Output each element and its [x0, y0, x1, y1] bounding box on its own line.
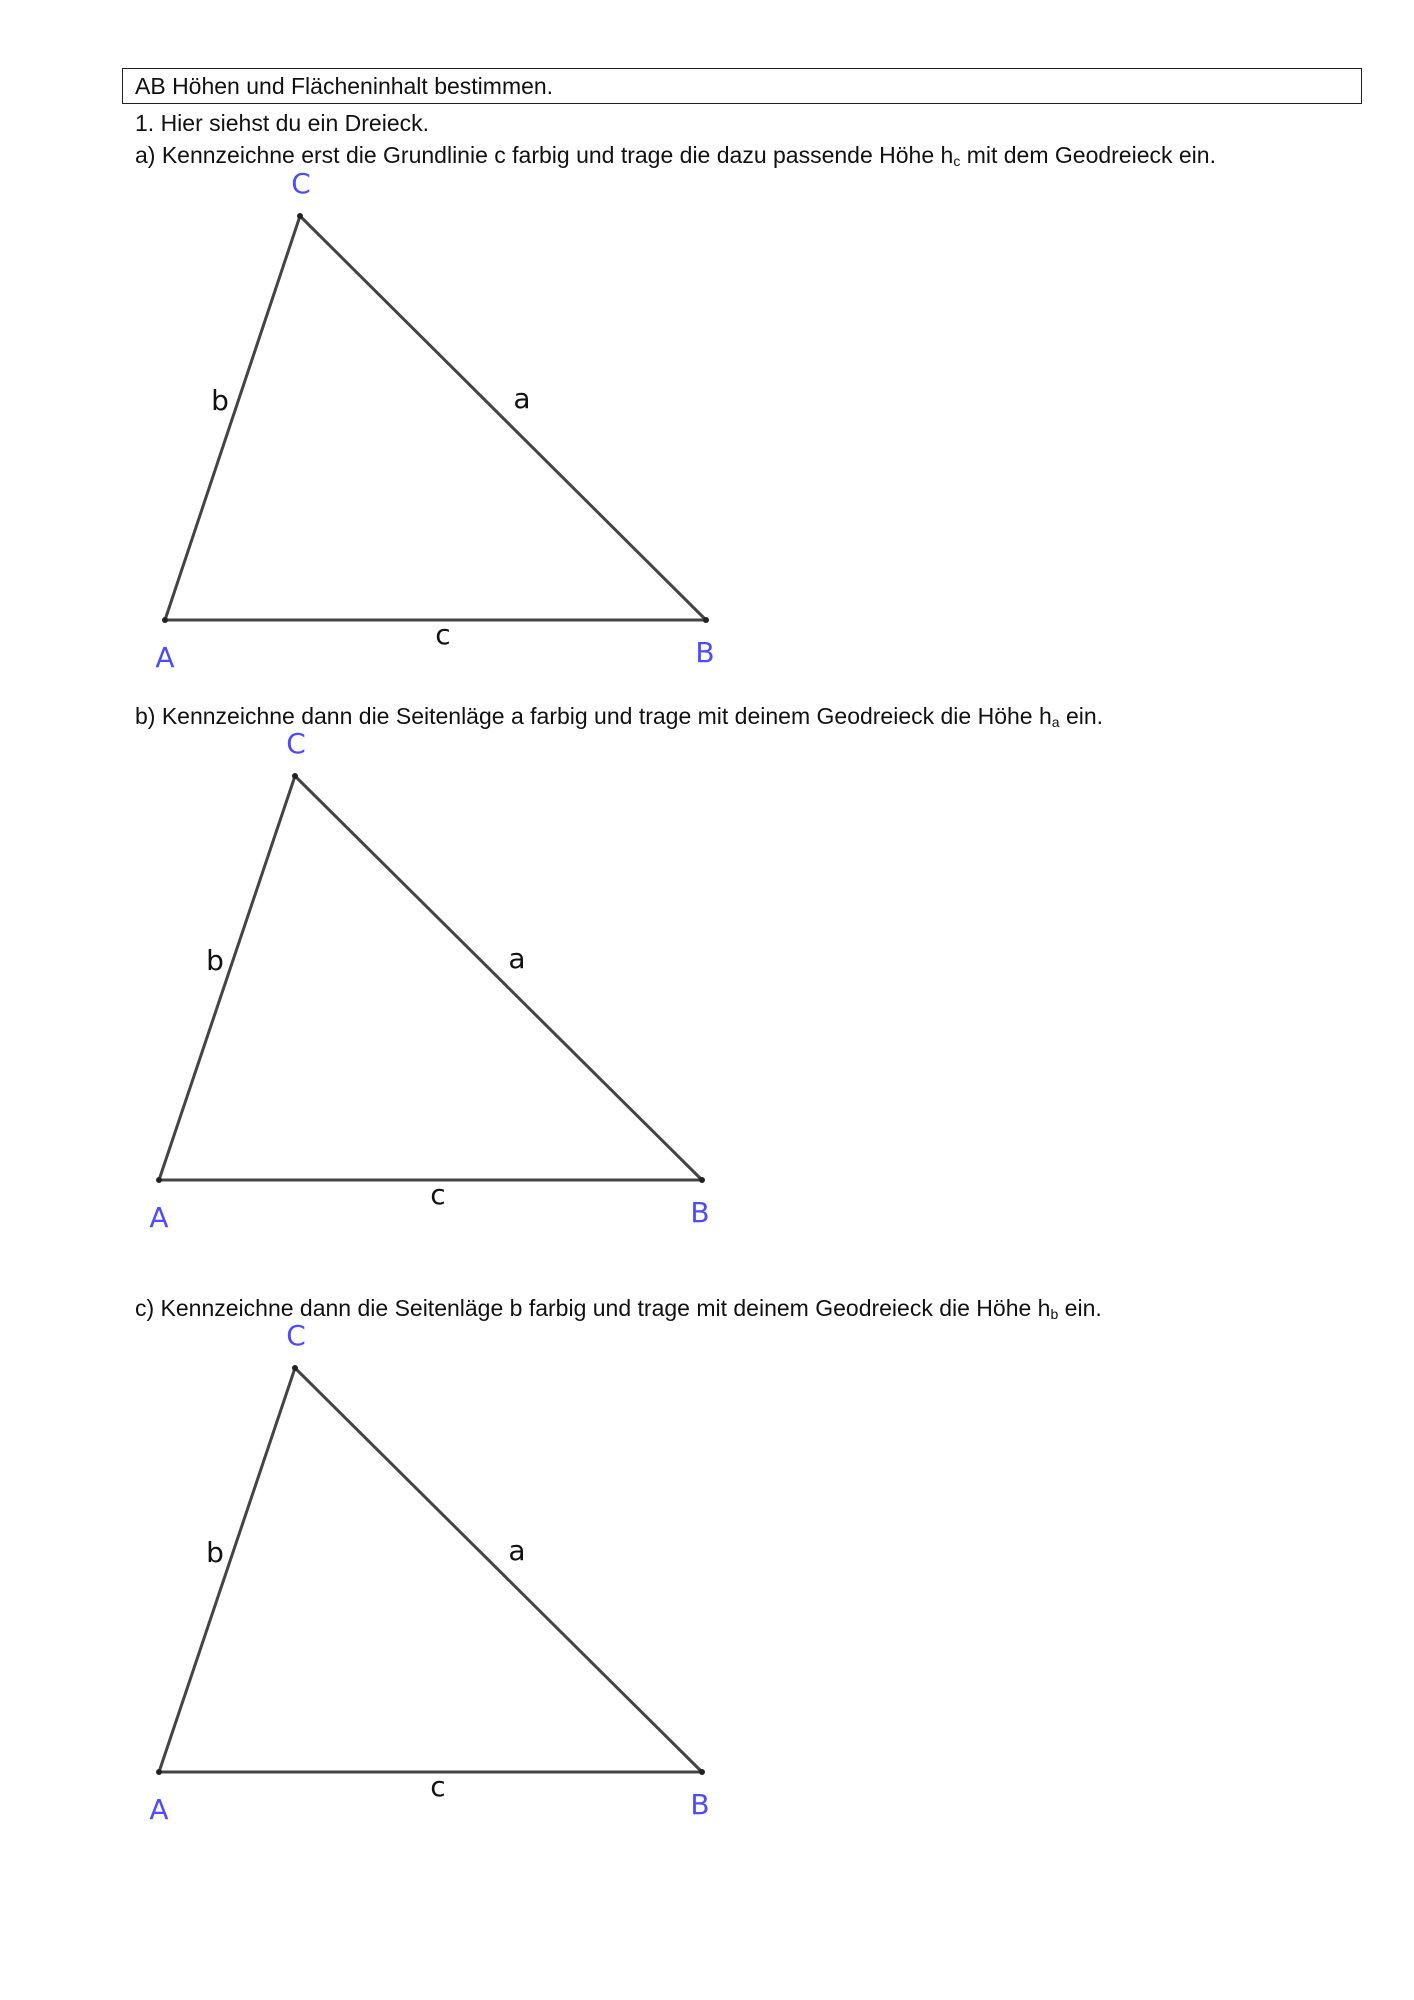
side-b-label: b — [211, 384, 229, 417]
vertex-b-label: B — [690, 1196, 710, 1229]
vertex-b-point — [699, 1769, 705, 1775]
side-c-label: c — [435, 618, 451, 651]
vertex-c-point — [297, 213, 303, 219]
task-a-text: a) Kennzeichne erst die Grundlinie c farbig und trage die dazu passende Höhe h — [135, 142, 954, 168]
vertex-c-label: C — [291, 170, 311, 200]
side-b-label: b — [206, 1536, 224, 1569]
task-b-subscript: a — [1051, 714, 1060, 730]
task-c-subscript: b — [1050, 1306, 1059, 1322]
worksheet-title: AB Höhen und Flächeninhalt bestimmen. — [122, 68, 1362, 104]
task-b-text-end: ein. — [1059, 703, 1104, 729]
side-b — [159, 776, 295, 1180]
task-b-instruction — [135, 703, 1103, 730]
triangle-a — [0, 170, 760, 690]
side-b — [159, 1368, 295, 1772]
task-a-instruction — [135, 142, 1216, 169]
side-a — [295, 776, 702, 1180]
task-c-text: c) Kennzeichne dann die Seitenläge b farbig und trage mit deinem Geodreieck die Höhe h — [135, 1295, 1051, 1321]
task-a-subscript: c — [953, 153, 961, 169]
side-a-label: a — [508, 942, 526, 975]
vertex-b-label: B — [690, 1788, 710, 1821]
vertex-c-point — [292, 773, 298, 779]
vertex-c-point — [292, 1365, 298, 1371]
side-a — [300, 216, 706, 620]
side-b — [165, 216, 300, 620]
task-a-text-end: mit dem Geodreieck ein. — [960, 142, 1216, 168]
vertex-a-point — [156, 1177, 162, 1183]
vertex-c-label: C — [286, 730, 306, 760]
triangle-c — [0, 1322, 760, 1842]
vertex-b-point — [703, 617, 709, 623]
vertex-a-point — [156, 1769, 162, 1775]
task-intro: 1. Hier siehst du ein Dreieck. — [135, 110, 430, 136]
vertex-a-point — [162, 617, 168, 623]
triangle-b — [0, 730, 760, 1250]
vertex-a-label: A — [149, 1201, 169, 1234]
side-a — [295, 1368, 702, 1772]
side-a-label: a — [513, 382, 531, 415]
task-b-text: b) Kennzeichne dann die Seitenläge a farbig und trage mit deinem Geodreieck die Höhe h — [135, 703, 1052, 729]
vertex-a-label: A — [149, 1793, 169, 1826]
side-a-label: a — [508, 1534, 526, 1567]
vertex-b-point — [699, 1177, 705, 1183]
side-c-label: c — [430, 1178, 446, 1211]
side-b-label: b — [206, 944, 224, 977]
vertex-a-label: A — [155, 641, 175, 674]
side-c-label: c — [430, 1770, 446, 1803]
task-c-text-end: ein. — [1058, 1295, 1102, 1321]
vertex-b-label: B — [695, 636, 715, 669]
task-c-instruction — [135, 1295, 1102, 1322]
vertex-c-label: C — [286, 1322, 306, 1352]
